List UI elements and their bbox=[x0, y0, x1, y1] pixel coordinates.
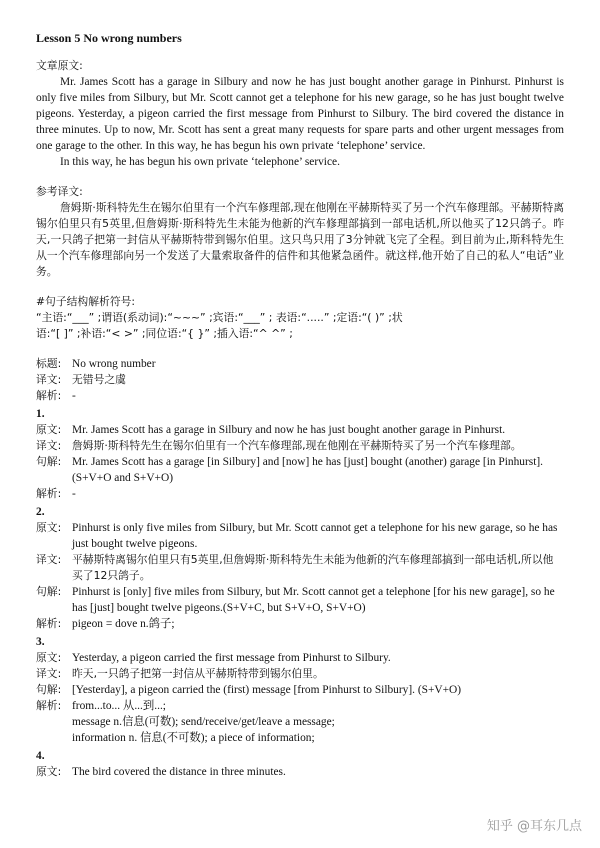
item-original: Yesterday, a pigeon carried the first message from Pinhurst to Silbury. bbox=[72, 652, 391, 664]
item-parse: Pinhurst is [only] five miles from Silbury, but Mr. Scott cannot get a telephone [for his new garage], so he has [just] bought twelve pigeons.(S+V+C, but S+V+O, S+V+O) bbox=[72, 586, 555, 614]
item-parse: Mr. James Scott has a garage [in Silbury] and [now] he has [just] bought (another) garage [in Pinhurst]. (S+V+O and S+V+O) bbox=[72, 456, 544, 484]
item-note: pigeon = dove n.鸽子; bbox=[72, 618, 175, 630]
item-number: 1. bbox=[36, 408, 45, 420]
heading-parse-row: 解析: - bbox=[36, 388, 564, 404]
heading-translation-row: 译文: 无错号之虞 bbox=[36, 372, 564, 388]
item-original-row: 原文: Mr. James Scott has a garage in Silbury and now he has just bought another garage in Pinhurst. bbox=[36, 422, 564, 438]
item-note: - bbox=[72, 488, 76, 500]
item-original-row: 原文: Yesterday, a pigeon carried the first message from Pinhurst to Silbury. bbox=[36, 650, 564, 666]
item-translation: 昨天,一只鸽子把第一封信从平赫斯特带到锡尔伯里。 bbox=[72, 667, 324, 680]
item-original: Pinhurst is only five miles from Silbury, but Mr. Scott cannot get a telephone for his new garage, so he has just bought twelve pigeons. bbox=[72, 522, 558, 550]
heading-title: No wrong number bbox=[72, 358, 156, 370]
heading-translation: 无错号之虞 bbox=[72, 373, 126, 386]
symbols-line-2: 语:“[ ]” ;补语:“< >” ;同位语:“{ }” ;插入语:“^ ^” ; bbox=[36, 327, 293, 340]
item-original-row: 原文: Pinhurst is only five miles from Silbury, but Mr. Scott cannot get a telephone for his new garage, so he has just bought twelve pigeons. bbox=[36, 520, 564, 552]
item-translation: 平赫斯特离锡尔伯里只有5英里,但詹姆斯·斯科特先生未能为他新的汽车修理部搞到一部电话机,所以他买了12只鸽子。 bbox=[72, 553, 554, 582]
item-translation-row: 译文: 平赫斯特离锡尔伯里只有5英里,但詹姆斯·斯科特先生未能为他新的汽车修理部搞到一部电话机,所以他买了12只鸽子。 bbox=[36, 552, 564, 584]
item-parse: [Yesterday], a pigeon carried the (first) message [from Pinhurst to Silbury]. (S+V+O) bbox=[72, 684, 462, 696]
item-parse-row: 句解: [Yesterday], a pigeon carried the (first) message [from Pinhurst to Silbury]. (S+V+O) bbox=[36, 682, 564, 698]
item-parse-row: 句解: Pinhurst is [only] five miles from Silbury, but Mr. Scott cannot get a telephone [for his new garage], so he has [just] bought twelve pigeons.(S+V+C, but S+V+O, S+V+O) bbox=[36, 584, 564, 616]
translation-label: 参考译文: bbox=[36, 185, 83, 198]
item-note: from...to... 从...到...; bbox=[72, 700, 166, 712]
item-note-row: 解析: - bbox=[36, 486, 564, 502]
item-note-row: 解析: pigeon = dove n.鸽子; bbox=[36, 616, 564, 632]
symbols-line-1: “主语:“___” ;谓语(系动词):“~~~” ;宾语:“___” ; 表语:“.....” ;定语:“( )” ;状 bbox=[36, 311, 403, 324]
item-number: 3. bbox=[36, 636, 45, 648]
item-original: Mr. James Scott has a garage in Silbury and now he has just bought another garage in Pinhurst. bbox=[72, 424, 506, 436]
symbols-label: #句子结构解析符号: bbox=[36, 295, 136, 308]
heading-parse: - bbox=[72, 390, 76, 402]
zhihu-watermark: 知乎 @耳东几点 bbox=[486, 819, 582, 834]
item-note-line-3: information n. 信息(不可数); a piece of information; bbox=[72, 732, 315, 744]
item-note-row: 解析: from...to... 从...到...; bbox=[36, 698, 564, 714]
item-parse-row: 句解: Mr. James Scott has a garage [in Silbury] and [now] he has [just] bought (another) garage [in Pinhurst]. (S+V+O and S+V+O) bbox=[36, 454, 564, 486]
document-page bbox=[36, 30, 564, 780]
item-translation: 詹姆斯·斯科特先生在锡尔伯里有一个汽车修理部,现在他刚在平赫斯特买了另一个汽车修理部。 bbox=[72, 439, 522, 452]
item-number: 2. bbox=[36, 506, 45, 518]
translation-paragraph: 詹姆斯·斯科特先生在锡尔伯里有一个汽车修理部,现在他刚在平赫斯特买了另一个汽车修理部。平赫斯特离锡尔伯里只有5英里,但詹姆斯·斯科特先生未能为他新的汽车修理部搞到一部电话机,所以他买了12只鸽子。昨天,一只鸽子把第一封信从平赫斯特带到锡尔伯里。这只鸟只用了3分钟就飞完了全程。到目前为止,斯科特先生从一个汽车修理部向另一个发送了大量索取备件的信件和其他紧急函件。就这样,他开始了自己的私人“电话”业务。 bbox=[36, 201, 564, 278]
original-paragraph: Mr. James Scott has a garage in Silbury and now he has just bought another garage in Pinhurst. Pinhurst is only five miles from Silbury, but Mr. Scott cannot get a telephone for his new garage, so he has just bought twelve pigeons. Yesterday, a pigeon carried the first message from Pinhurst to Silbury. The bird covered the distance in three minutes. Up to now, Mr. Scott has sent a great many requests for spare parts and other urgent messages from one garage to the other. In this way, he has begun his own private ‘telephone’ service. bbox=[36, 76, 564, 152]
heading-title-row: 标题: No wrong number bbox=[36, 356, 564, 372]
lesson-title: Lesson 5 No wrong numbers bbox=[36, 31, 182, 45]
item-number: 4. bbox=[36, 750, 45, 762]
original-paragraph-repeat: In this way, he has begun his own private ‘telephone’ service. bbox=[60, 156, 340, 168]
item-translation-row: 译文: 詹姆斯·斯科特先生在锡尔伯里有一个汽车修理部,现在他刚在平赫斯特买了另一个汽车修理部。 bbox=[36, 438, 564, 454]
item-note-line-2: message n.信息(可数); send/receive/get/leave a message; bbox=[72, 716, 335, 728]
original-label: 文章原文: bbox=[36, 59, 83, 72]
item-original-row: 原文: The bird covered the distance in three minutes. bbox=[36, 764, 564, 780]
item-translation-row: 译文: 昨天,一只鸽子把第一封信从平赫斯特带到锡尔伯里。 bbox=[36, 666, 564, 682]
item-original: The bird covered the distance in three minutes. bbox=[72, 766, 286, 778]
